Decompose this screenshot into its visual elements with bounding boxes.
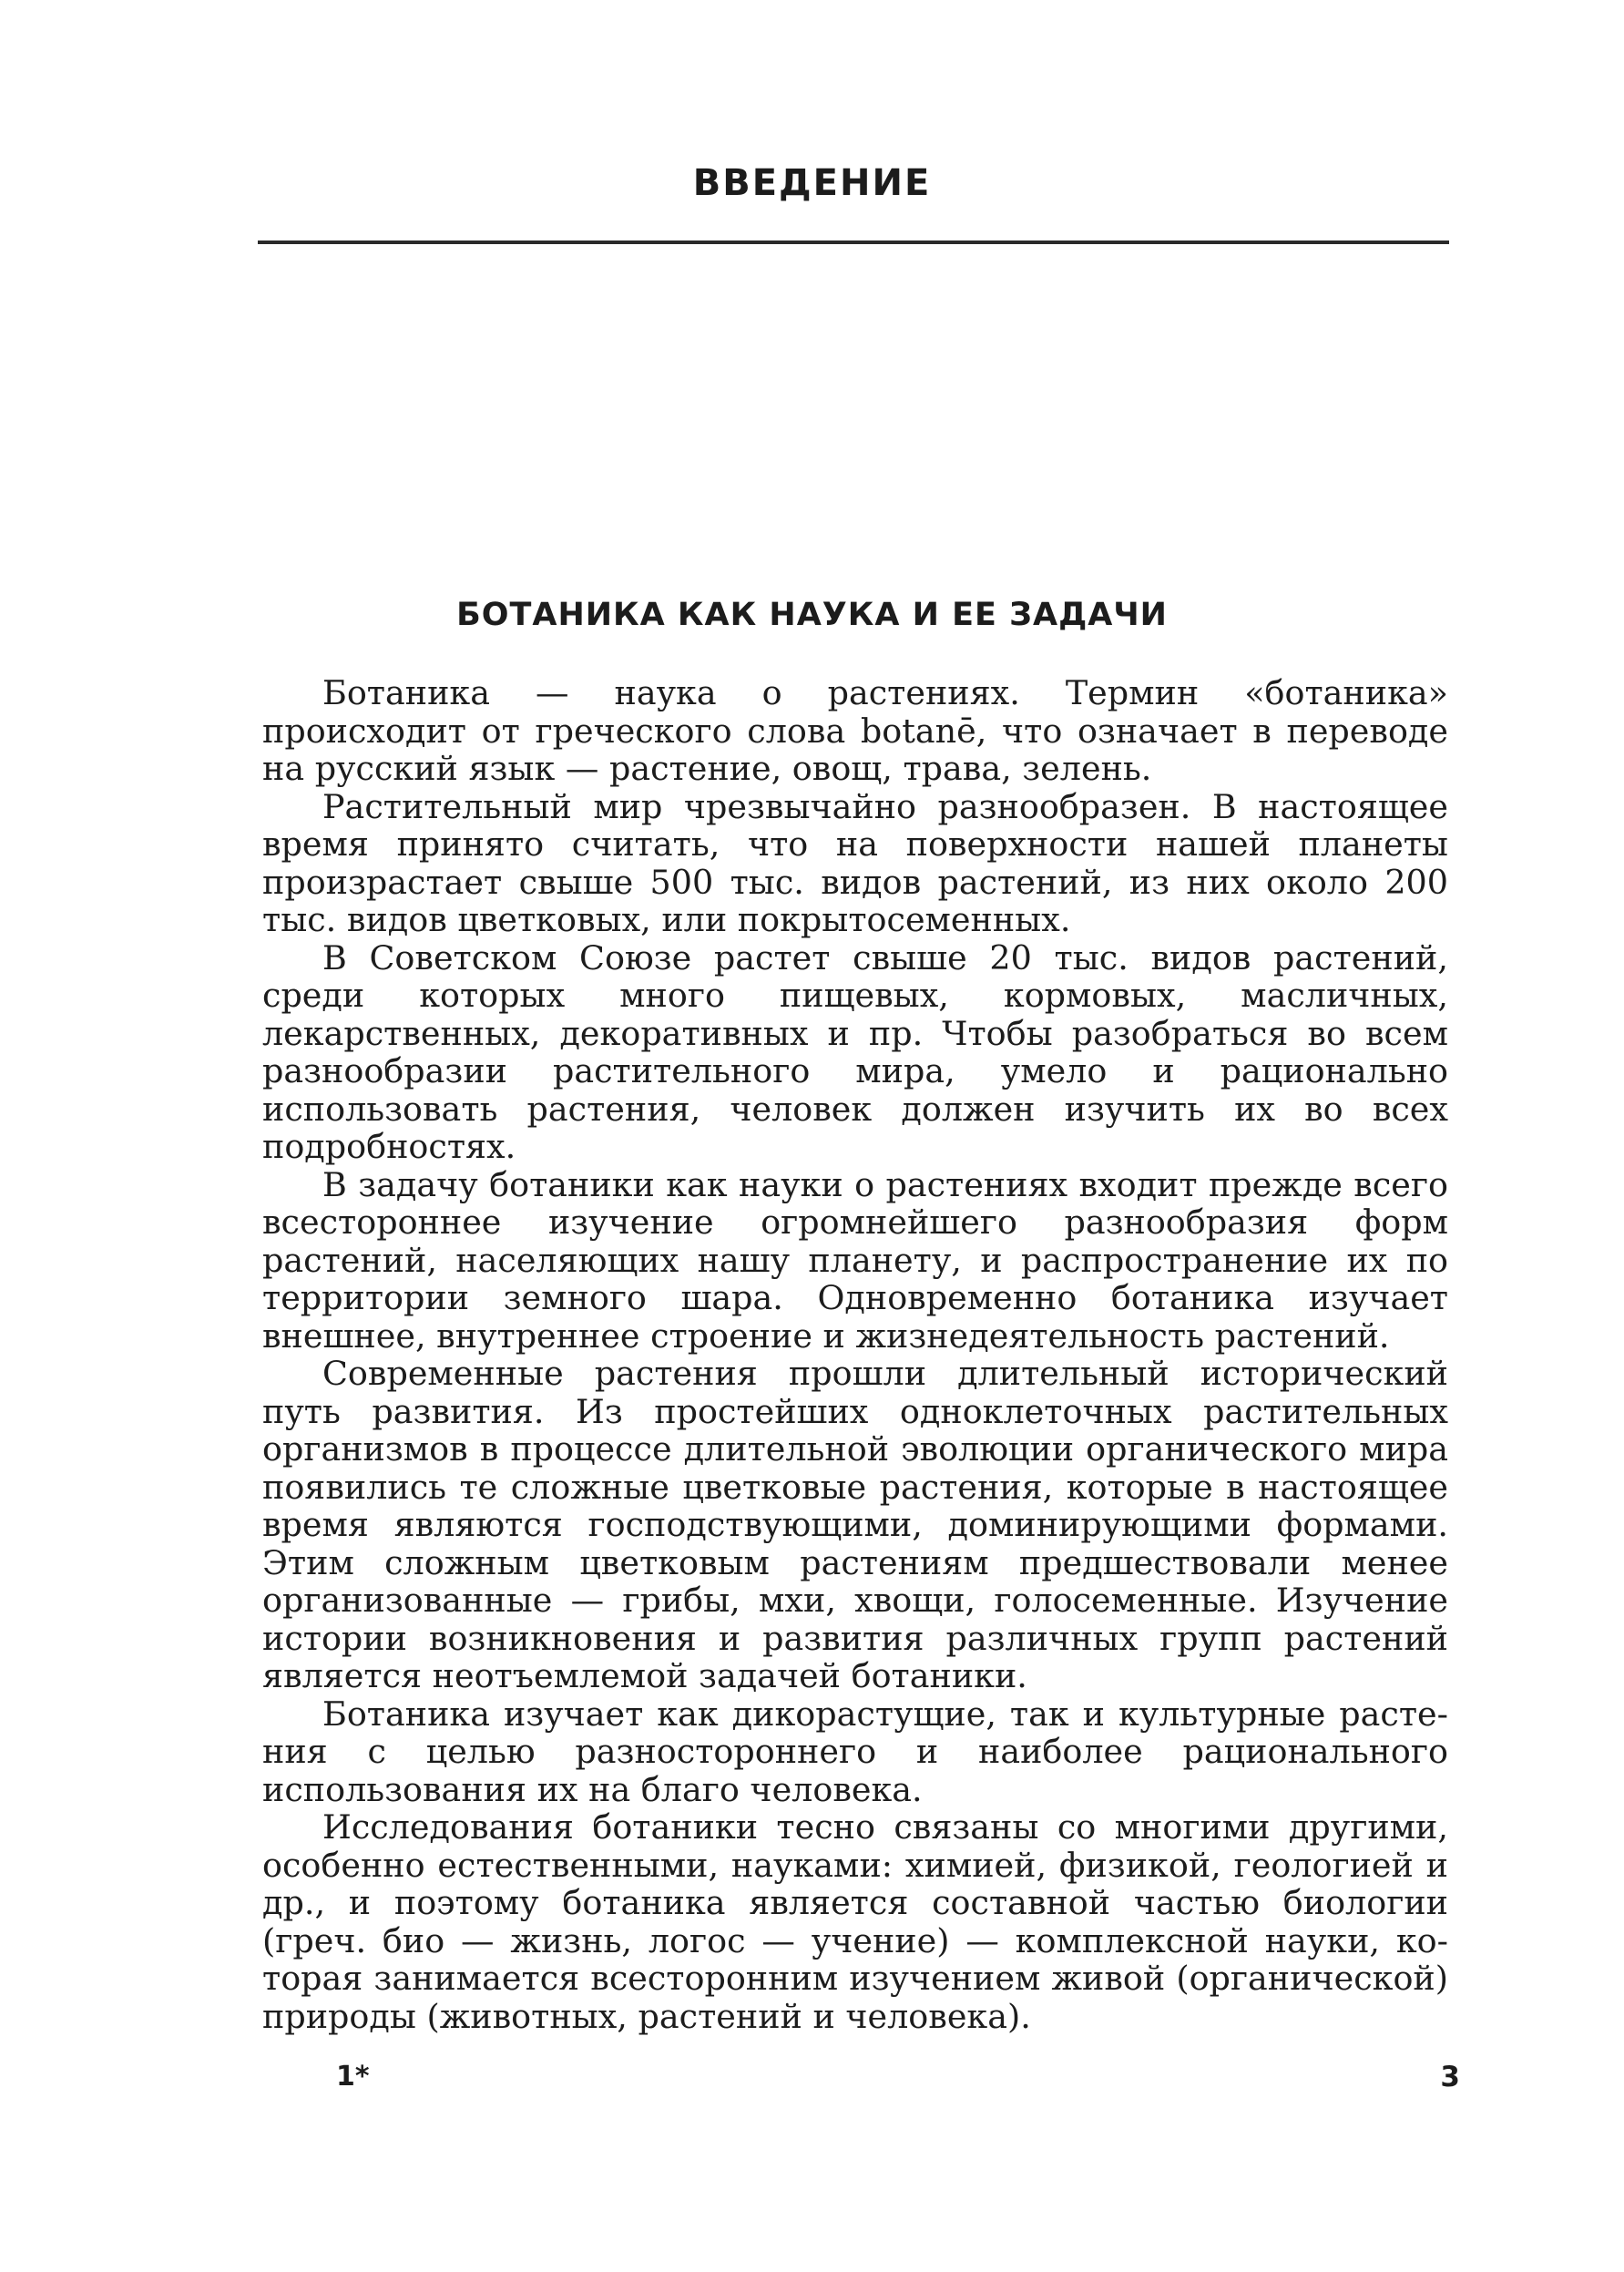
paragraph: В Советском Союзе растет свыше 20 тыс. видов растений, среди которых много пищевых, кормовых, масличных, лекарственных, декоративных и пр. Чтобы разобраться во всем разнообразии растительного мира, умело и рационально использовать растения, человек должен изучить их во всех подробностях. xyxy=(262,937,1448,1166)
signature-mark: 1* xyxy=(336,2061,370,2093)
chapter-divider xyxy=(258,241,1449,244)
paragraph: Исследования ботаники тесно связаны со многими другими, особенно естественными, науками: химией, физикой, геологией и др., и поэтому ботаника является составной частью биологии (греч. био — жизнь, логос — учение) — комплексной науки, которая занимается всесторонним изучением живой (органической) природы (животных, растений и человека). xyxy=(262,1807,1448,2036)
chapter-title: ВВЕДЕНИЕ xyxy=(692,162,932,204)
section-title: БОТАНИКА КАК НАУКА И ЕЕ ЗАДАЧИ xyxy=(456,597,1168,633)
body-text xyxy=(262,674,1448,2035)
paragraph: Ботаника изучает как дикорастущие, так и культурные растения с целью разностороннего и наиболее рационального использования их на благо человека. xyxy=(262,1694,1448,1809)
paragraph: Растительный мир чрезвычайно разнообразен. В настоящее время принято считать, что на поверхности нашей планеты произрастает свыше 500 тыс. видов растений, из них около 200 тыс. видов цветковых, или покрытосеменных. xyxy=(262,786,1448,939)
paragraph: Ботаника — наука о растениях. Термин «ботаника» происходит от греческого слова botanē, что означает в переводе на русский язык — растение, овощ, трава, зелень. xyxy=(262,673,1448,788)
paragraph: Современные растения прошли длительный исторический путь развития. Из простейших одноклеточных растительных организмов в процессе длительной эволюции органического мира появились те сложные цветковые растения, которые в настоящее время являются господствующими, доминирующими формами. Этим сложным цветковым растениям предшествовали менее организованные — грибы, мхи, хвощи, голосеменные. Изучение истории возникновения и развития различных групп растений является неотъемлемой задачей ботаники. xyxy=(262,1354,1448,1695)
page-number: 3 xyxy=(1440,2061,1460,2093)
paragraph: В задачу ботаники как науки о растениях входит прежде всего всестороннее изучение огромнейшего разнообразия форм растений, населяющих нашу планету, и распространение их по территории земного шара. Одновременно ботаника изучает внешнее, внутреннее строение и жизнедеятельность растений. xyxy=(262,1164,1448,1356)
